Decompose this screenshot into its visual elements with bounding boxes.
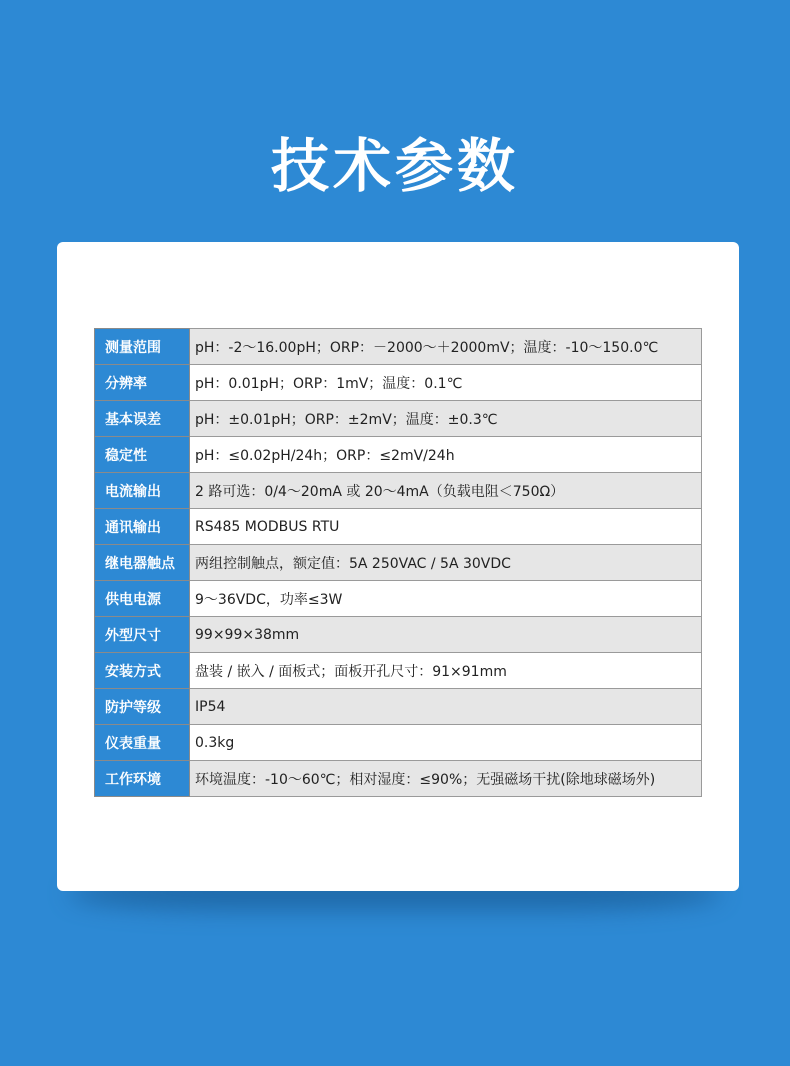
- spec-value: pH：≤0.02pH/24h；ORP：≤2mV/24h: [190, 437, 702, 473]
- spec-label: 测量范围: [95, 329, 190, 365]
- table-row: [95, 689, 702, 725]
- table-row: [95, 509, 702, 545]
- table-row: [95, 617, 702, 653]
- spec-label: 安装方式: [95, 653, 190, 689]
- spec-label: 继电器触点: [95, 545, 190, 581]
- table-row: [95, 725, 702, 761]
- spec-value: RS485 MODBUS RTU: [190, 509, 702, 545]
- table-row: [95, 437, 702, 473]
- table-row: [95, 401, 702, 437]
- spec-value: 两组控制触点，额定值：5A 250VAC / 5A 30VDC: [190, 545, 702, 581]
- table-row: [95, 329, 702, 365]
- spec-value: 99×99×38mm: [190, 617, 702, 653]
- spec-label: 防护等级: [95, 689, 190, 725]
- spec-card: [57, 242, 739, 891]
- spec-value: 2 路可选：0/4～20mA 或 20～4mA（负载电阻＜750Ω）: [190, 473, 702, 509]
- spec-label: 基本误差: [95, 401, 190, 437]
- spec-value: IP54: [190, 689, 702, 725]
- spec-table: [94, 328, 702, 797]
- table-row: [95, 365, 702, 401]
- spec-value: 盘装 / 嵌入 / 面板式；面板开孔尺寸：91×91mm: [190, 653, 702, 689]
- table-row: [95, 761, 702, 797]
- spec-value: 环境温度：-10～60℃；相对湿度：≤90%；无强磁场干扰(除地球磁场外): [190, 761, 702, 797]
- spec-label: 通讯输出: [95, 509, 190, 545]
- table-row: [95, 545, 702, 581]
- spec-value: pH：±0.01pH；ORP：±2mV；温度：±0.3℃: [190, 401, 702, 437]
- table-row: [95, 473, 702, 509]
- spec-value: pH：0.01pH；ORP：1mV；温度：0.1℃: [190, 365, 702, 401]
- spec-label: 外型尺寸: [95, 617, 190, 653]
- page-title: 技术参数: [270, 132, 519, 200]
- table-row: [95, 581, 702, 617]
- spec-label: 电流输出: [95, 473, 190, 509]
- spec-label: 工作环境: [95, 761, 190, 797]
- table-row: [95, 653, 702, 689]
- spec-value: 0.3kg: [190, 725, 702, 761]
- spec-label: 供电电源: [95, 581, 190, 617]
- spec-value: 9～36VDC，功率≤3W: [190, 581, 702, 617]
- spec-label: 分辨率: [95, 365, 190, 401]
- spec-label: 仪表重量: [95, 725, 190, 761]
- spec-value: pH：-2～16.00pH；ORP：－2000～＋2000mV；温度：-10～150.0℃: [190, 329, 702, 365]
- spec-label: 稳定性: [95, 437, 190, 473]
